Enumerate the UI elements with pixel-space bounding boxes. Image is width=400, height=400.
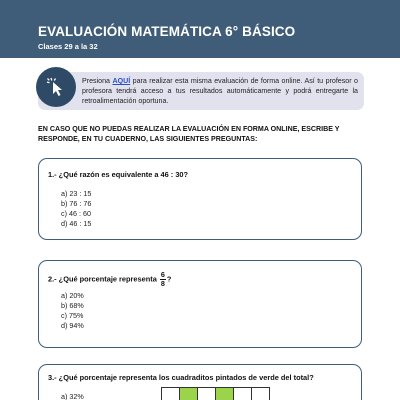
fraction	[160, 271, 166, 288]
cursor-click-icon	[36, 67, 76, 107]
squares-grid	[161, 387, 269, 400]
page-subtitle: Clases 29 a la 32	[38, 42, 98, 51]
grid-square	[233, 387, 252, 400]
online-evaluation-link[interactable]: AQUÍ	[112, 77, 131, 85]
notice-text: Presiona AQUÍ para realizar esta misma evaluación de forma online. Así tu profesor o profesora tendrá acceso a tus resultados automáticamente y podrá entregarte la retroalimentación oportuna.	[82, 77, 358, 105]
option-c: c) 75%	[61, 311, 84, 320]
question-1-box	[38, 158, 362, 240]
fraction-denominator: 8	[160, 279, 165, 288]
fraction-numerator: 6	[160, 270, 165, 279]
grid-square	[251, 387, 270, 400]
question-3-options	[61, 392, 84, 400]
option-a: a) 23 : 15	[61, 189, 92, 198]
grid-square	[197, 387, 216, 400]
grid-square-green	[215, 387, 234, 400]
option-b: b) 76 : 76	[61, 199, 92, 208]
option-a: a) 20%	[61, 291, 84, 300]
grid-square-green	[179, 387, 198, 400]
option-a: a) 32%	[61, 392, 84, 400]
question-2-text: 2.- ¿Qué porcentaje representa $\frac{6}{8}$ ?	[48, 270, 172, 288]
question-3-box	[38, 364, 362, 400]
question-1-text: 1.- ¿Qué razón es equivalente a 46 : 30?	[48, 170, 189, 179]
page-title: EVALUACIÓN MATEMÁTICA 6° BÁSICO	[38, 24, 296, 39]
grid-square	[161, 387, 180, 400]
option-d: d) 94%	[61, 321, 84, 330]
question-3-text: 3.- ¿Qué porcentaje representa los cuadraditos pintados de verde del total?	[48, 373, 314, 382]
option-b: b) 68%	[61, 301, 84, 310]
online-notice	[38, 72, 364, 110]
question-2-options	[61, 291, 84, 331]
option-c: c) 46 : 60	[61, 209, 91, 218]
option-d: d) 46 : 15	[61, 219, 92, 228]
instructions: EN CASO QUE NO PUEDAS REALIZAR LA EVALUACIÓN EN FORMA ONLINE, ESCRIBE Y RESPONDE, EN TU CUADERNO, LAS SIGUIENTES PREGUNTAS:	[38, 125, 340, 143]
page-header	[0, 0, 400, 58]
question-2-box	[38, 260, 362, 348]
question-1-options	[61, 189, 91, 229]
